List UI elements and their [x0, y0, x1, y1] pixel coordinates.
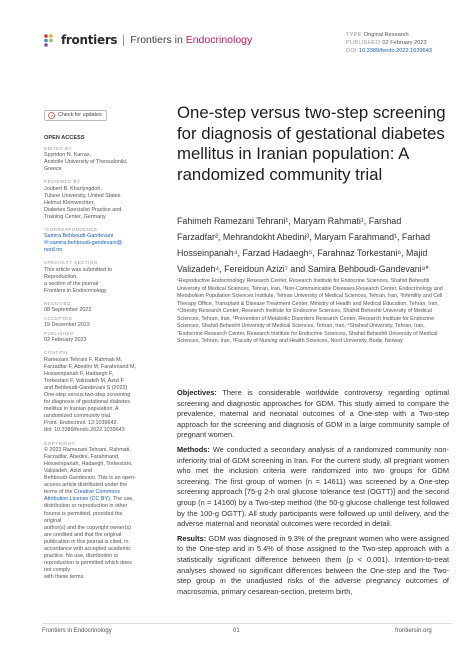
meta-published: PUBLISHED 02 February 2023: [346, 40, 427, 46]
specialty-section: SPECIALTY SECTION This article was submitted to Reproduction, a section of the journal Frontiers in Endocrinology: [44, 260, 113, 294]
published-date: PUBLISHED 02 February 2023: [44, 331, 87, 344]
frontiers-logo[interactable]: [42, 33, 252, 47]
correspondence-section: *CORRESPONDENCE Samira Behboudi-Gandevani ✉ samira.behboudi-gandevani@ nord.no: [44, 226, 156, 254]
footer-divider: [42, 623, 452, 624]
frontiers-logo-icon: [42, 33, 56, 47]
received-date: RECEIVED 08 September 2022: [44, 300, 92, 313]
meta-doi: DOI 10.3389/fendo.2022.1039643: [346, 48, 432, 54]
article-meta: [346, 31, 432, 55]
check-updates-icon: [48, 112, 55, 119]
article-title: One-step versus two-step screening for diagnosis of gestational diabetes mellitus in Iranian population: A randomized community trial: [177, 103, 446, 184]
check-updates-button[interactable]: [44, 110, 107, 121]
footer-journal: Frontiers in Endocrinology: [42, 628, 112, 634]
cc-by-license-link[interactable]: Creative Commons Attribution License (CC BY).: [44, 489, 121, 503]
header-divider: [123, 35, 124, 46]
journal-name: Frontiers in Endocrinology: [130, 34, 253, 46]
reviewed-by-section: REVIEWED BY Joubert B. Kharlyngdoh, Tulane University, United States Helmut Kleinwechter, Diabetes Specialist Practice and Training Center, Germany: [44, 179, 122, 220]
meta-type: TYPE Original Research: [346, 32, 409, 38]
brand-name: frontiers: [61, 33, 118, 47]
correspondence-email[interactable]: Samira Behboudi-Gandevani ✉ samira.behboudi-gandevani@ nord.no: [44, 233, 123, 254]
abstract-results: Results: GDM was diagnosed in 9.3% of the pregnant women who were assigned to the One-step and in 5.4% of those assigned to the Two-step approach with a statistically significant difference between them (p < 0.001). Intention-to-treat analyses showed no significant differences between the One-step and the Two-step group in the unadjusted risks of the adverse pregnancy outcomes of macrosomia, primary cesarean-section, preterm birth,: [177, 533, 449, 596]
check-updates-label: Check for updates: [58, 111, 102, 118]
abstract: [177, 388, 449, 601]
page-number: 01: [233, 628, 240, 634]
edited-by-section: EDITED BY Spyridon N. Karras, Aristotle University of Thessaloniki, Greece: [44, 146, 128, 173]
affiliations: ¹Reproductive Endocrinology Research Center, Research Institute for Endocrine Sciences, Shahid Beheshti University of Medical Sciences, Tehran, Iran, ²Non-Communicable Diseases Research Center, Endocrinology and Metabolism Population Sciences Institute, Tehran University of Medical Sciences, Tehran, Iran, ³Infertility and Cell Therapy Office, Transplant & Disease Treatment Center, Ministry of Health and Medical Education, Tehran, Iran, ⁴Obesity Research Center, Research Institute for Endocrine Sciences, Shahid Beheshti University of Medical Sciences, Tehran, Iran, ⁵Prevention of Metabolic Disorders Research Center, Research Institute for Endocrine Sciences, Shahid Beheshti University of Medical Sciences, Tehran, Iran, ⁶Shahed University, Tehran, Iran, ⁷Endocrine Research Center, Research Institute for Endocrine Sciences, Shahid Beheshti University of Medical Sciences, Tehran, Iran, ⁸Faculty of Nursing and Health Sciences, Nord University, Bodø, Norway: [177, 278, 443, 344]
citation-section: CITATION Ramezani Tehrani F, Rahmati M, Farzadfar F, Abedini M, Farahmand M, Hosseinpanah F, Hadaegh F, Torkestani F, Valizadeh M, Azizi F and Behboudi-Gandevani S (2023) One-step versus two-step screening for diagnosis of gestational diabetes mellitus in Iranian population: A randomized community trial. Front. Endocrinol. 13:1039643. doi: 10.3389/fendo.2022.1039643: [44, 350, 136, 434]
copyright-section: COPYRIGHT © 2023 Ramezani Tehrani, Rahmati, Farzadfar, Abedini, Farahmand, Hosseinpanah, Hadaegh, Torkestani, Valizadeh, Azizi and Behboudi-Gandevani. This is an open- access article distributed under the terms of the Creative Commons Attribution License (CC BY). The use, distribution or reproduction in other forums is permitted, provided the original author(s) and the copyright owner(s) are credited and that the original publication in this journal is cited, in accordance with accepted academic practice. No use, distribution or reproduction is permitted which does not comply with these terms.: [44, 440, 136, 581]
abstract-objectives: Objectives: There is considerable worldwide controversy regarding optimal screening and diagnostic approaches for GDM. This study aimed to compare the prevalence, maternal and neonatal outcomes of a One-step with a Two-step approach for the screening and diagnosis of GDM in a large community sample of pregnant women.: [177, 388, 449, 440]
sidebar: [44, 110, 156, 586]
accepted-date: ACCEPTED 19 December 2022: [44, 316, 90, 329]
footer-site-link[interactable]: frontiersin.org: [395, 628, 432, 634]
abstract-methods: Methods: We conducted a secondary analysis of a randomized community non-inferiority trial of GDM screening in Iran. For the current study, all pregnant women who met the inclusion criteria were randomized into two groups for GDM screening. The first group of women (n = 14611) was screened by a One-step screening approach [75-g 2-h oral glucose tolerance test (OGTT)] and the second group (n = 14160) by a Two-step method (the 50-g glucose challenge test followed by the 100-g OGTT). All study participants were followed up until delivery, and the adverse maternal and neonatal outcomes were recorded in detail.: [177, 444, 449, 529]
open-access-label: OPEN ACCESS: [44, 135, 85, 141]
author-list: Fahimeh Ramezani Tehrani¹, Maryam Rahmati¹, Farshad Farzadfar², Mehrandokht Abedini³, Maryam Farahmand¹, Farhad Hosseinpanah⁴, Farzad Hadaegh⁵, Farahnaz Torkestani⁶, Majid Valizadeh⁴, Fereidoun Azizi⁷ and Samira Behboudi-Gandevani⁸*: [177, 216, 431, 274]
